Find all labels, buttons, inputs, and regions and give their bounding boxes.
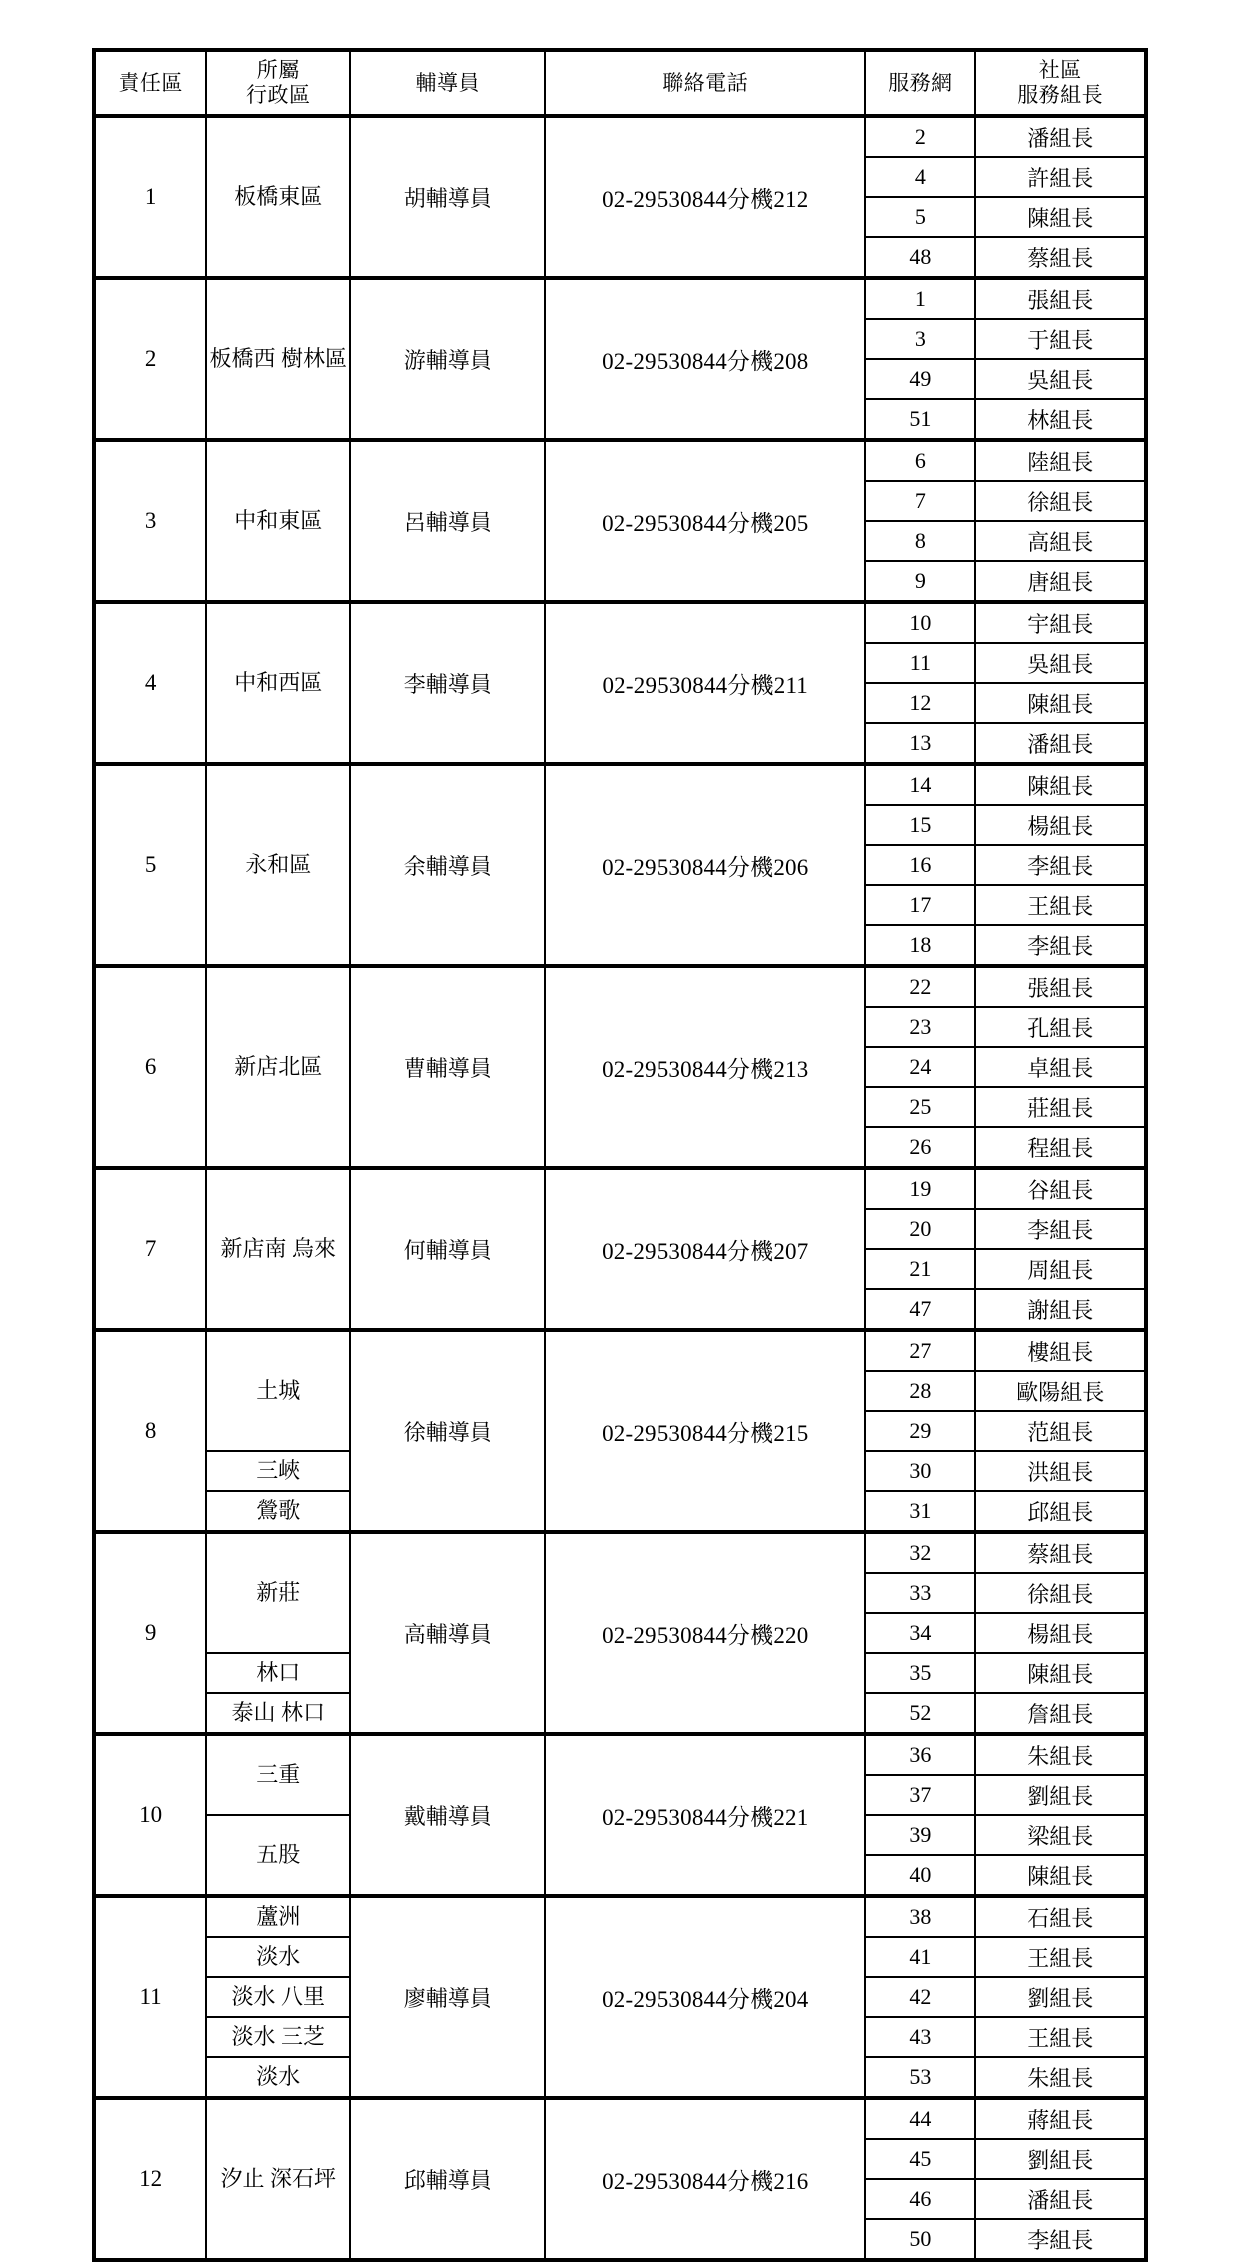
community-group-leader-cell: 石組長 bbox=[975, 1896, 1146, 1937]
service-net-cell: 25 bbox=[865, 1087, 975, 1127]
service-net-cell: 44 bbox=[865, 2098, 975, 2139]
service-net-cell: 13 bbox=[865, 723, 975, 764]
column-header-leader bbox=[975, 50, 1146, 116]
table-row bbox=[94, 966, 1146, 1007]
service-net-cell: 2 bbox=[865, 116, 975, 157]
community-group-leader-cell: 孔組長 bbox=[975, 1007, 1146, 1047]
service-net-cell: 33 bbox=[865, 1573, 975, 1613]
community-group-leader-cell: 陳組長 bbox=[975, 683, 1146, 723]
contact-phone-cell: 02-29530844分機211 bbox=[545, 602, 865, 764]
table-row bbox=[94, 602, 1146, 643]
column-header-line: 輔導員 bbox=[415, 70, 480, 95]
community-group-leader-cell: 楊組長 bbox=[975, 805, 1146, 845]
service-net-cell: 8 bbox=[865, 521, 975, 561]
community-group-leader-cell: 陳組長 bbox=[975, 764, 1146, 805]
district-cell: 板橋西 樹林區 bbox=[206, 278, 350, 440]
table-row bbox=[94, 1734, 1146, 1775]
service-net-cell: 28 bbox=[865, 1371, 975, 1411]
service-net-cell: 29 bbox=[865, 1411, 975, 1451]
zone-number-cell: 10 bbox=[94, 1734, 206, 1896]
table-row bbox=[94, 440, 1146, 481]
service-net-cell: 49 bbox=[865, 359, 975, 399]
contact-phone-cell: 02-29530844分機221 bbox=[545, 1734, 865, 1896]
community-group-leader-cell: 洪組長 bbox=[975, 1451, 1146, 1491]
community-group-leader-cell: 劉組長 bbox=[975, 2139, 1146, 2179]
service-net-cell: 30 bbox=[865, 1451, 975, 1491]
community-group-leader-cell: 宇組長 bbox=[975, 602, 1146, 643]
column-header-dist bbox=[206, 50, 350, 116]
service-net-cell: 4 bbox=[865, 157, 975, 197]
table-row bbox=[94, 1532, 1146, 1573]
community-group-leader-cell: 李組長 bbox=[975, 2219, 1146, 2260]
service-net-cell: 43 bbox=[865, 2017, 975, 2057]
contact-phone-cell: 02-29530844分機208 bbox=[545, 278, 865, 440]
service-net-cell: 19 bbox=[865, 1168, 975, 1209]
community-group-leader-cell: 邱組長 bbox=[975, 1491, 1146, 1532]
community-group-leader-cell: 莊組長 bbox=[975, 1087, 1146, 1127]
district-cell: 泰山 林口 bbox=[206, 1693, 350, 1734]
zone-number-cell: 11 bbox=[94, 1896, 206, 2098]
service-net-cell: 9 bbox=[865, 561, 975, 602]
community-group-leader-cell: 蔡組長 bbox=[975, 237, 1146, 278]
supervisor-cell: 余輔導員 bbox=[350, 764, 545, 966]
supervisor-cell: 呂輔導員 bbox=[350, 440, 545, 602]
supervisor-cell: 胡輔導員 bbox=[350, 116, 545, 278]
supervisor-cell: 曹輔導員 bbox=[350, 966, 545, 1168]
community-group-leader-cell: 陸組長 bbox=[975, 440, 1146, 481]
community-group-leader-cell: 潘組長 bbox=[975, 723, 1146, 764]
community-group-leader-cell: 劉組長 bbox=[975, 1977, 1146, 2017]
district-cell: 五股 bbox=[206, 1815, 350, 1896]
service-net-cell: 40 bbox=[865, 1855, 975, 1896]
column-header-zone bbox=[94, 50, 206, 116]
zone-number-cell: 8 bbox=[94, 1330, 206, 1532]
table-row bbox=[94, 1896, 1146, 1937]
column-header-line: 責任區 bbox=[118, 70, 183, 95]
community-group-leader-cell: 李組長 bbox=[975, 925, 1146, 966]
district-cell: 板橋東區 bbox=[206, 116, 350, 278]
zone-number-cell: 4 bbox=[94, 602, 206, 764]
supervisor-cell: 徐輔導員 bbox=[350, 1330, 545, 1532]
table-row bbox=[94, 116, 1146, 157]
community-group-leader-cell: 蔡組長 bbox=[975, 1532, 1146, 1573]
supervisor-cell: 何輔導員 bbox=[350, 1168, 545, 1330]
service-net-cell: 18 bbox=[865, 925, 975, 966]
community-group-leader-cell: 徐組長 bbox=[975, 1573, 1146, 1613]
contact-phone-cell: 02-29530844分機216 bbox=[545, 2098, 865, 2260]
service-net-cell: 24 bbox=[865, 1047, 975, 1087]
service-net-cell: 53 bbox=[865, 2057, 975, 2098]
service-net-cell: 3 bbox=[865, 319, 975, 359]
zone-number-cell: 12 bbox=[94, 2098, 206, 2260]
community-group-leader-cell: 李組長 bbox=[975, 845, 1146, 885]
service-net-cell: 32 bbox=[865, 1532, 975, 1573]
supervisor-cell: 邱輔導員 bbox=[350, 2098, 545, 2260]
service-net-cell: 38 bbox=[865, 1896, 975, 1937]
service-net-cell: 5 bbox=[865, 197, 975, 237]
service-net-cell: 47 bbox=[865, 1289, 975, 1330]
community-group-leader-cell: 林組長 bbox=[975, 399, 1146, 440]
table-header bbox=[94, 50, 1146, 116]
column-header-line: 服務組長 bbox=[1017, 83, 1104, 107]
service-net-cell: 17 bbox=[865, 885, 975, 925]
responsibility-zone-roster-table bbox=[92, 48, 1148, 2262]
service-net-cell: 41 bbox=[865, 1937, 975, 1977]
service-net-cell: 39 bbox=[865, 1815, 975, 1855]
service-net-cell: 15 bbox=[865, 805, 975, 845]
community-group-leader-cell: 王組長 bbox=[975, 885, 1146, 925]
table-row bbox=[94, 278, 1146, 319]
zone-number-cell: 1 bbox=[94, 116, 206, 278]
contact-phone-cell: 02-29530844分機207 bbox=[545, 1168, 865, 1330]
community-group-leader-cell: 吳組長 bbox=[975, 643, 1146, 683]
zone-number-cell: 2 bbox=[94, 278, 206, 440]
district-cell: 淡水 bbox=[206, 2057, 350, 2098]
table-row bbox=[94, 1168, 1146, 1209]
service-net-cell: 48 bbox=[865, 237, 975, 278]
service-net-cell: 11 bbox=[865, 643, 975, 683]
service-net-cell: 22 bbox=[865, 966, 975, 1007]
community-group-leader-cell: 于組長 bbox=[975, 319, 1146, 359]
community-group-leader-cell: 潘組長 bbox=[975, 2179, 1146, 2219]
supervisor-cell: 廖輔導員 bbox=[350, 1896, 545, 2098]
column-header-net bbox=[865, 50, 975, 116]
column-header-line: 行政區 bbox=[246, 83, 311, 107]
service-net-cell: 45 bbox=[865, 2139, 975, 2179]
zone-number-cell: 5 bbox=[94, 764, 206, 966]
district-cell: 永和區 bbox=[206, 764, 350, 966]
district-cell: 中和東區 bbox=[206, 440, 350, 602]
district-cell: 蘆洲 bbox=[206, 1896, 350, 1937]
district-cell: 三重 bbox=[206, 1734, 350, 1815]
community-group-leader-cell: 高組長 bbox=[975, 521, 1146, 561]
table-row bbox=[94, 2098, 1146, 2139]
column-header-line: 社區 bbox=[1038, 58, 1082, 83]
community-group-leader-cell: 梁組長 bbox=[975, 1815, 1146, 1855]
district-cell: 林口 bbox=[206, 1653, 350, 1693]
contact-phone-cell: 02-29530844分機206 bbox=[545, 764, 865, 966]
district-cell: 淡水 八里 bbox=[206, 1977, 350, 2017]
service-net-cell: 12 bbox=[865, 683, 975, 723]
service-net-cell: 14 bbox=[865, 764, 975, 805]
supervisor-cell: 李輔導員 bbox=[350, 602, 545, 764]
zone-number-cell: 7 bbox=[94, 1168, 206, 1330]
district-cell: 新莊 bbox=[206, 1532, 350, 1653]
community-group-leader-cell: 詹組長 bbox=[975, 1693, 1146, 1734]
contact-phone-cell: 02-29530844分機205 bbox=[545, 440, 865, 602]
service-net-cell: 37 bbox=[865, 1775, 975, 1815]
community-group-leader-cell: 張組長 bbox=[975, 278, 1146, 319]
community-group-leader-cell: 谷組長 bbox=[975, 1168, 1146, 1209]
zone-number-cell: 6 bbox=[94, 966, 206, 1168]
service-net-cell: 26 bbox=[865, 1127, 975, 1168]
community-group-leader-cell: 陳組長 bbox=[975, 1855, 1146, 1896]
service-net-cell: 51 bbox=[865, 399, 975, 440]
column-header-line: 服務網 bbox=[888, 70, 953, 95]
service-net-cell: 50 bbox=[865, 2219, 975, 2260]
community-group-leader-cell: 張組長 bbox=[975, 966, 1146, 1007]
community-group-leader-cell: 謝組長 bbox=[975, 1289, 1146, 1330]
community-group-leader-cell: 王組長 bbox=[975, 2017, 1146, 2057]
service-net-cell: 10 bbox=[865, 602, 975, 643]
supervisor-cell: 戴輔導員 bbox=[350, 1734, 545, 1896]
community-group-leader-cell: 陳組長 bbox=[975, 1653, 1146, 1693]
service-net-cell: 46 bbox=[865, 2179, 975, 2219]
supervisor-cell: 高輔導員 bbox=[350, 1532, 545, 1734]
column-header-phone bbox=[545, 50, 865, 116]
community-group-leader-cell: 朱組長 bbox=[975, 2057, 1146, 2098]
table-row bbox=[94, 1330, 1146, 1371]
table-body bbox=[94, 116, 1146, 2260]
district-cell: 淡水 bbox=[206, 1937, 350, 1977]
district-cell: 淡水 三芝 bbox=[206, 2017, 350, 2057]
community-group-leader-cell: 潘組長 bbox=[975, 116, 1146, 157]
community-group-leader-cell: 王組長 bbox=[975, 1937, 1146, 1977]
community-group-leader-cell: 程組長 bbox=[975, 1127, 1146, 1168]
service-net-cell: 23 bbox=[865, 1007, 975, 1047]
contact-phone-cell: 02-29530844分機204 bbox=[545, 1896, 865, 2098]
service-net-cell: 1 bbox=[865, 278, 975, 319]
service-net-cell: 52 bbox=[865, 1693, 975, 1734]
zone-number-cell: 3 bbox=[94, 440, 206, 602]
community-group-leader-cell: 劉組長 bbox=[975, 1775, 1146, 1815]
community-group-leader-cell: 蔣組長 bbox=[975, 2098, 1146, 2139]
column-header-line: 聯絡電話 bbox=[662, 70, 749, 95]
service-net-cell: 36 bbox=[865, 1734, 975, 1775]
table-row bbox=[94, 764, 1146, 805]
community-group-leader-cell: 朱組長 bbox=[975, 1734, 1146, 1775]
contact-phone-cell: 02-29530844分機215 bbox=[545, 1330, 865, 1532]
community-group-leader-cell: 唐組長 bbox=[975, 561, 1146, 602]
service-net-cell: 7 bbox=[865, 481, 975, 521]
service-net-cell: 34 bbox=[865, 1613, 975, 1653]
community-group-leader-cell: 歐陽組長 bbox=[975, 1371, 1146, 1411]
district-cell: 土城 bbox=[206, 1330, 350, 1451]
community-group-leader-cell: 卓組長 bbox=[975, 1047, 1146, 1087]
contact-phone-cell: 02-29530844分機213 bbox=[545, 966, 865, 1168]
contact-phone-cell: 02-29530844分機212 bbox=[545, 116, 865, 278]
service-net-cell: 16 bbox=[865, 845, 975, 885]
community-group-leader-cell: 李組長 bbox=[975, 1209, 1146, 1249]
service-net-cell: 42 bbox=[865, 1977, 975, 2017]
service-net-cell: 35 bbox=[865, 1653, 975, 1693]
community-group-leader-cell: 周組長 bbox=[975, 1249, 1146, 1289]
community-group-leader-cell: 徐組長 bbox=[975, 481, 1146, 521]
district-cell: 新店南 烏來 bbox=[206, 1168, 350, 1330]
column-header-super bbox=[350, 50, 545, 116]
service-net-cell: 27 bbox=[865, 1330, 975, 1371]
district-cell: 新店北區 bbox=[206, 966, 350, 1168]
community-group-leader-cell: 許組長 bbox=[975, 157, 1146, 197]
community-group-leader-cell: 楊組長 bbox=[975, 1613, 1146, 1653]
district-cell: 三峽 bbox=[206, 1451, 350, 1491]
district-cell: 鶯歌 bbox=[206, 1491, 350, 1532]
community-group-leader-cell: 吳組長 bbox=[975, 359, 1146, 399]
header-row bbox=[94, 50, 1146, 116]
community-group-leader-cell: 樓組長 bbox=[975, 1330, 1146, 1371]
service-net-cell: 20 bbox=[865, 1209, 975, 1249]
column-header-line: 所屬 bbox=[256, 58, 300, 83]
contact-phone-cell: 02-29530844分機220 bbox=[545, 1532, 865, 1734]
service-net-cell: 6 bbox=[865, 440, 975, 481]
service-net-cell: 31 bbox=[865, 1491, 975, 1532]
community-group-leader-cell: 陳組長 bbox=[975, 197, 1146, 237]
community-group-leader-cell: 范組長 bbox=[975, 1411, 1146, 1451]
zone-number-cell: 9 bbox=[94, 1532, 206, 1734]
district-cell: 汐止 深石坪 bbox=[206, 2098, 350, 2260]
service-net-cell: 21 bbox=[865, 1249, 975, 1289]
district-cell: 中和西區 bbox=[206, 602, 350, 764]
supervisor-cell: 游輔導員 bbox=[350, 278, 545, 440]
